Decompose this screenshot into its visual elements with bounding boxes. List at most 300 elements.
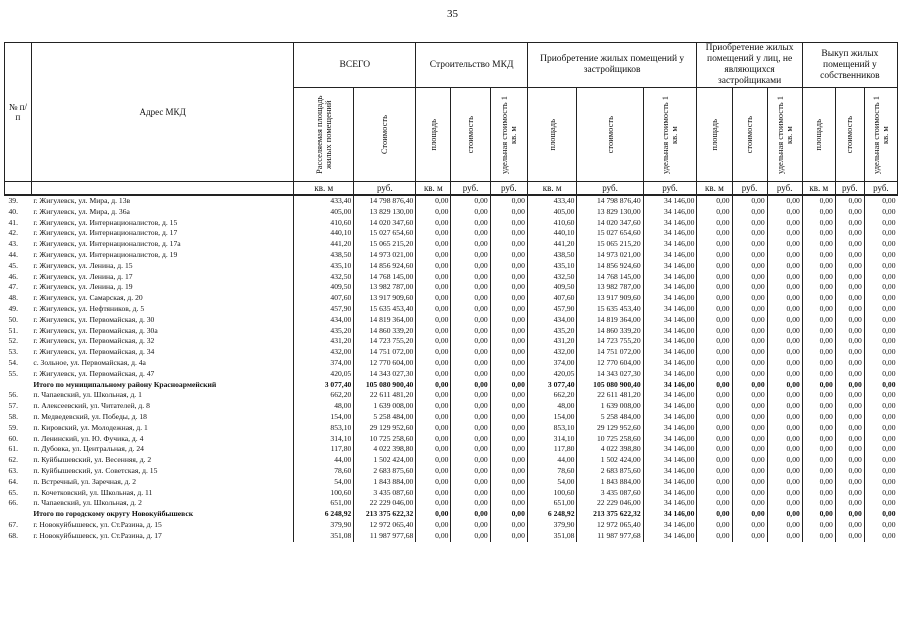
other-unit-cost: 0,00 bbox=[767, 444, 802, 455]
buyout-unit-cost: 0,00 bbox=[864, 293, 897, 304]
total-area: 410,60 bbox=[294, 218, 354, 229]
table-row bbox=[5, 239, 898, 250]
total-area: 154,00 bbox=[294, 412, 354, 423]
subheader-buyout-2: удельная стоимость 1 кв. м bbox=[864, 88, 897, 182]
construction-unit-cost: 0,00 bbox=[490, 261, 527, 272]
total-cost: 5 258 484,00 bbox=[354, 412, 416, 423]
unit-cell: кв. м bbox=[697, 182, 732, 196]
units-blank bbox=[31, 182, 294, 196]
purchase-unit-cost: 34 146,00 bbox=[643, 434, 697, 445]
row-address: г. Новокуйбышевск, ул. Ст.Разина, д. 15 bbox=[33, 519, 162, 529]
construction-unit-cost: 0,00 bbox=[490, 207, 527, 218]
purchase-unit-cost: 34 146,00 bbox=[643, 304, 697, 315]
units-blank bbox=[5, 182, 32, 196]
purchase-area: 6 248,92 bbox=[527, 509, 577, 520]
purchase-area: 662,20 bbox=[527, 390, 577, 401]
total-area: 3 077,40 bbox=[294, 380, 354, 391]
buyout-unit-cost: 0,00 bbox=[864, 315, 897, 326]
construction-unit-cost: 0,00 bbox=[490, 531, 527, 542]
purchase-cost: 14 973 021,00 bbox=[577, 250, 643, 261]
construction-cost: 0,00 bbox=[451, 207, 490, 218]
row-address: г. Жигулевск, ул. Интернационалистов, д. 17 bbox=[33, 228, 178, 238]
row-address: г. Жигулевск, ул. Первомайская, д. 30 bbox=[33, 314, 155, 324]
group-header-purchase-others: Приобретение жилых помещений у лиц, не являющихся застройщиками bbox=[697, 43, 802, 88]
subheader-purchase-developers-1: стоимость bbox=[577, 88, 643, 182]
other-unit-cost: 0,00 bbox=[767, 434, 802, 445]
construction-cost: 0,00 bbox=[451, 390, 490, 401]
total-area: 651,00 bbox=[294, 498, 354, 509]
buyout-cost: 0,00 bbox=[835, 272, 864, 283]
total-cost: 13 982 787,00 bbox=[354, 282, 416, 293]
construction-cost: 0,00 bbox=[451, 488, 490, 499]
table-row bbox=[5, 423, 898, 434]
total-area: 374,00 bbox=[294, 358, 354, 369]
purchase-unit-cost: 34 146,00 bbox=[643, 401, 697, 412]
row-number: 68. bbox=[8, 530, 18, 540]
purchase-area: 435,10 bbox=[527, 261, 577, 272]
row-number: 55. bbox=[8, 368, 18, 378]
buyout-cost: 0,00 bbox=[835, 466, 864, 477]
purchase-cost: 22 611 481,20 bbox=[577, 390, 643, 401]
row-number: 62. bbox=[8, 455, 18, 465]
row-number: 58. bbox=[8, 411, 18, 421]
buyout-cost: 0,00 bbox=[835, 207, 864, 218]
purchase-unit-cost: 34 146,00 bbox=[643, 261, 697, 272]
purchase-cost: 213 375 622,32 bbox=[577, 509, 643, 520]
construction-cost: 0,00 bbox=[451, 250, 490, 261]
purchase-area: 431,20 bbox=[527, 336, 577, 347]
purchase-cost: 105 080 900,40 bbox=[577, 380, 643, 391]
table-row bbox=[5, 466, 898, 477]
unit-cell: руб. bbox=[767, 182, 802, 196]
row-number: 42. bbox=[8, 228, 18, 238]
buyout-area: 0,00 bbox=[802, 488, 835, 499]
buyout-unit-cost: 0,00 bbox=[864, 423, 897, 434]
buyout-unit-cost: 0,00 bbox=[864, 444, 897, 455]
construction-cost: 0,00 bbox=[451, 444, 490, 455]
buyout-unit-cost: 0,00 bbox=[864, 380, 897, 391]
unit-cell: кв. м bbox=[416, 182, 451, 196]
unit-cell: кв. м bbox=[802, 182, 835, 196]
group-header-buyout: Выкуп жилых помещений у собственников bbox=[802, 43, 897, 88]
construction-cost: 0,00 bbox=[451, 282, 490, 293]
other-unit-cost: 0,00 bbox=[767, 218, 802, 229]
purchase-unit-cost: 34 146,00 bbox=[643, 455, 697, 466]
construction-area: 0,00 bbox=[416, 520, 451, 531]
construction-unit-cost: 0,00 bbox=[490, 444, 527, 455]
total-area: 438,50 bbox=[294, 250, 354, 261]
construction-area: 0,00 bbox=[416, 401, 451, 412]
subtotal-row bbox=[5, 380, 898, 391]
buyout-area: 0,00 bbox=[802, 239, 835, 250]
buyout-area: 0,00 bbox=[802, 304, 835, 315]
subheader-buyout-0: площадь bbox=[802, 88, 835, 182]
unit-cell: руб. bbox=[835, 182, 864, 196]
construction-cost: 0,00 bbox=[451, 466, 490, 477]
purchase-cost: 14 020 347,60 bbox=[577, 218, 643, 229]
row-address: г. Жигулевск, ул. Первомайская, д. 30а bbox=[33, 325, 158, 335]
purchase-area: 117,80 bbox=[527, 444, 577, 455]
row-address: г. Новокуйбышевск, ул. Ст.Разина, д. 17 bbox=[33, 530, 162, 540]
buyout-unit-cost: 0,00 bbox=[864, 531, 897, 542]
unit-cell: руб. bbox=[354, 182, 416, 196]
group-header-total: ВСЕГО bbox=[294, 43, 416, 88]
other-area: 0,00 bbox=[697, 228, 732, 239]
row-number: 44. bbox=[8, 249, 18, 259]
buyout-cost: 0,00 bbox=[835, 336, 864, 347]
total-area: 78,60 bbox=[294, 466, 354, 477]
unit-cell: руб. bbox=[864, 182, 897, 196]
purchase-cost: 12 972 065,40 bbox=[577, 520, 643, 531]
other-area: 0,00 bbox=[697, 369, 732, 380]
other-unit-cost: 0,00 bbox=[767, 315, 802, 326]
group-header-construction: Строительство МКД bbox=[416, 43, 528, 88]
other-cost: 0,00 bbox=[732, 380, 767, 391]
buyout-unit-cost: 0,00 bbox=[864, 272, 897, 283]
construction-area: 0,00 bbox=[416, 423, 451, 434]
other-cost: 0,00 bbox=[732, 455, 767, 466]
other-unit-cost: 0,00 bbox=[767, 282, 802, 293]
row-address: п. Кировский, ул. Молодежная, д. 1 bbox=[33, 422, 148, 432]
purchase-area: 44,00 bbox=[527, 455, 577, 466]
construction-area: 0,00 bbox=[416, 293, 451, 304]
other-cost: 0,00 bbox=[732, 272, 767, 283]
total-area: 379,90 bbox=[294, 520, 354, 531]
table-row bbox=[5, 250, 898, 261]
construction-unit-cost: 0,00 bbox=[490, 509, 527, 520]
row-address: п. Алексеевский, ул. Читателей, д. 8 bbox=[33, 401, 150, 411]
construction-cost: 0,00 bbox=[451, 369, 490, 380]
purchase-unit-cost: 34 146,00 bbox=[643, 380, 697, 391]
table-row bbox=[5, 455, 898, 466]
construction-unit-cost: 0,00 bbox=[490, 455, 527, 466]
row-number: 52. bbox=[8, 336, 18, 346]
purchase-unit-cost: 34 146,00 bbox=[643, 336, 697, 347]
other-area: 0,00 bbox=[697, 195, 732, 207]
other-area: 0,00 bbox=[697, 466, 732, 477]
construction-area: 0,00 bbox=[416, 315, 451, 326]
purchase-area: 438,50 bbox=[527, 250, 577, 261]
buyout-area: 0,00 bbox=[802, 498, 835, 509]
construction-cost: 0,00 bbox=[451, 218, 490, 229]
row-address: г. Жигулевск, ул. Самарская, д. 20 bbox=[33, 293, 143, 303]
buyout-unit-cost: 0,00 bbox=[864, 401, 897, 412]
other-area: 0,00 bbox=[697, 336, 732, 347]
purchase-area: 48,00 bbox=[527, 401, 577, 412]
buyout-area: 0,00 bbox=[802, 218, 835, 229]
construction-unit-cost: 0,00 bbox=[490, 239, 527, 250]
other-unit-cost: 0,00 bbox=[767, 390, 802, 401]
total-cost: 13 917 909,60 bbox=[354, 293, 416, 304]
other-cost: 0,00 bbox=[732, 434, 767, 445]
row-number: 60. bbox=[8, 433, 18, 443]
construction-area: 0,00 bbox=[416, 488, 451, 499]
buyout-cost: 0,00 bbox=[835, 488, 864, 499]
purchase-area: 405,00 bbox=[527, 207, 577, 218]
buyout-unit-cost: 0,00 bbox=[864, 347, 897, 358]
other-area: 0,00 bbox=[697, 477, 732, 488]
buyout-unit-cost: 0,00 bbox=[864, 390, 897, 401]
purchase-cost: 14 723 755,20 bbox=[577, 336, 643, 347]
row-address: г. Жигулевск, ул. Первомайская, д. 32 bbox=[33, 336, 155, 346]
purchase-area: 432,00 bbox=[527, 347, 577, 358]
buyout-unit-cost: 0,00 bbox=[864, 326, 897, 337]
table-row bbox=[5, 369, 898, 380]
other-unit-cost: 0,00 bbox=[767, 412, 802, 423]
table-row bbox=[5, 282, 898, 293]
construction-cost: 0,00 bbox=[451, 315, 490, 326]
subheader-cost: Стоимость bbox=[354, 88, 416, 182]
purchase-area: 351,08 bbox=[527, 531, 577, 542]
total-area: 434,00 bbox=[294, 315, 354, 326]
other-unit-cost: 0,00 bbox=[767, 195, 802, 207]
total-area: 432,00 bbox=[294, 347, 354, 358]
construction-cost: 0,00 bbox=[451, 412, 490, 423]
buyout-unit-cost: 0,00 bbox=[864, 282, 897, 293]
purchase-cost: 1 843 884,00 bbox=[577, 477, 643, 488]
row-address: г. Жигулевск, ул. Мира, д. 36а bbox=[33, 206, 130, 216]
construction-cost: 0,00 bbox=[451, 520, 490, 531]
other-cost: 0,00 bbox=[732, 466, 767, 477]
purchase-area: 435,20 bbox=[527, 326, 577, 337]
other-area: 0,00 bbox=[697, 520, 732, 531]
other-cost: 0,00 bbox=[732, 477, 767, 488]
other-area: 0,00 bbox=[697, 326, 732, 337]
purchase-area: 441,20 bbox=[527, 239, 577, 250]
purchase-area: 432,50 bbox=[527, 272, 577, 283]
buyout-unit-cost: 0,00 bbox=[864, 195, 897, 207]
table-row bbox=[5, 304, 898, 315]
other-cost: 0,00 bbox=[732, 531, 767, 542]
other-unit-cost: 0,00 bbox=[767, 520, 802, 531]
other-unit-cost: 0,00 bbox=[767, 293, 802, 304]
construction-cost: 0,00 bbox=[451, 455, 490, 466]
purchase-area: 154,00 bbox=[527, 412, 577, 423]
construction-area: 0,00 bbox=[416, 444, 451, 455]
construction-area: 0,00 bbox=[416, 477, 451, 488]
construction-unit-cost: 0,00 bbox=[490, 218, 527, 229]
total-area: 435,10 bbox=[294, 261, 354, 272]
construction-area: 0,00 bbox=[416, 218, 451, 229]
other-unit-cost: 0,00 bbox=[767, 498, 802, 509]
total-area: 6 248,92 bbox=[294, 509, 354, 520]
total-area: 409,50 bbox=[294, 282, 354, 293]
total-area: 420,05 bbox=[294, 369, 354, 380]
purchase-area: 314,10 bbox=[527, 434, 577, 445]
buyout-unit-cost: 0,00 bbox=[864, 250, 897, 261]
construction-area: 0,00 bbox=[416, 304, 451, 315]
other-unit-cost: 0,00 bbox=[767, 336, 802, 347]
buyout-unit-cost: 0,00 bbox=[864, 304, 897, 315]
purchase-unit-cost: 34 146,00 bbox=[643, 390, 697, 401]
purchase-area: 853,10 bbox=[527, 423, 577, 434]
other-unit-cost: 0,00 bbox=[767, 531, 802, 542]
row-number: 43. bbox=[8, 239, 18, 249]
purchase-cost: 15 027 654,60 bbox=[577, 228, 643, 239]
other-area: 0,00 bbox=[697, 218, 732, 229]
purchase-area: 457,90 bbox=[527, 304, 577, 315]
total-cost: 14 856 924,60 bbox=[354, 261, 416, 272]
other-cost: 0,00 bbox=[732, 228, 767, 239]
buyout-area: 0,00 bbox=[802, 434, 835, 445]
buyout-area: 0,00 bbox=[802, 293, 835, 304]
table-row bbox=[5, 520, 898, 531]
buyout-unit-cost: 0,00 bbox=[864, 434, 897, 445]
construction-unit-cost: 0,00 bbox=[490, 434, 527, 445]
row-address: г. Жигулевск, ул. Нефтяников, д. 5 bbox=[33, 303, 145, 313]
buyout-area: 0,00 bbox=[802, 228, 835, 239]
purchase-unit-cost: 34 146,00 bbox=[643, 488, 697, 499]
other-unit-cost: 0,00 bbox=[767, 239, 802, 250]
construction-cost: 0,00 bbox=[451, 228, 490, 239]
other-cost: 0,00 bbox=[732, 520, 767, 531]
purchase-cost: 14 768 145,00 bbox=[577, 272, 643, 283]
buyout-cost: 0,00 bbox=[835, 380, 864, 391]
other-area: 0,00 bbox=[697, 315, 732, 326]
table-header bbox=[5, 43, 898, 196]
total-area: 433,40 bbox=[294, 195, 354, 207]
construction-unit-cost: 0,00 bbox=[490, 272, 527, 283]
construction-cost: 0,00 bbox=[451, 401, 490, 412]
table-row bbox=[5, 293, 898, 304]
buyout-area: 0,00 bbox=[802, 423, 835, 434]
other-area: 0,00 bbox=[697, 347, 732, 358]
purchase-unit-cost: 34 146,00 bbox=[643, 207, 697, 218]
total-area: 54,00 bbox=[294, 477, 354, 488]
other-area: 0,00 bbox=[697, 282, 732, 293]
subheader-construction-2: удельная стоимость 1 кв. м bbox=[490, 88, 527, 182]
row-address: г. Жигулевск, ул. Ленина, д. 19 bbox=[33, 282, 133, 292]
row-number bbox=[5, 380, 32, 391]
other-cost: 0,00 bbox=[732, 336, 767, 347]
other-area: 0,00 bbox=[697, 250, 732, 261]
total-cost: 14 860 339,20 bbox=[354, 326, 416, 337]
construction-area: 0,00 bbox=[416, 358, 451, 369]
table-row bbox=[5, 531, 898, 542]
purchase-cost: 15 635 453,40 bbox=[577, 304, 643, 315]
construction-unit-cost: 0,00 bbox=[490, 250, 527, 261]
construction-cost: 0,00 bbox=[451, 336, 490, 347]
other-cost: 0,00 bbox=[732, 423, 767, 434]
purchase-cost: 22 229 046,00 bbox=[577, 498, 643, 509]
buyout-unit-cost: 0,00 bbox=[864, 488, 897, 499]
other-cost: 0,00 bbox=[732, 218, 767, 229]
row-number: 54. bbox=[8, 357, 18, 367]
construction-cost: 0,00 bbox=[451, 195, 490, 207]
subheader-purchase-developers-2: удельная стоимость 1 кв. м bbox=[643, 88, 697, 182]
buyout-area: 0,00 bbox=[802, 347, 835, 358]
buyout-unit-cost: 0,00 bbox=[864, 207, 897, 218]
buyout-unit-cost: 0,00 bbox=[864, 239, 897, 250]
num-header: № п/п bbox=[5, 43, 32, 182]
purchase-unit-cost: 34 146,00 bbox=[643, 369, 697, 380]
table-row bbox=[5, 218, 898, 229]
purchase-unit-cost: 34 146,00 bbox=[643, 250, 697, 261]
subtotal-row bbox=[5, 509, 898, 520]
buyout-cost: 0,00 bbox=[835, 218, 864, 229]
buyout-cost: 0,00 bbox=[835, 315, 864, 326]
purchase-unit-cost: 34 146,00 bbox=[643, 412, 697, 423]
buyout-cost: 0,00 bbox=[835, 282, 864, 293]
row-number: 57. bbox=[8, 401, 18, 411]
construction-cost: 0,00 bbox=[451, 380, 490, 391]
table-row bbox=[5, 195, 898, 207]
buyout-area: 0,00 bbox=[802, 531, 835, 542]
row-number: 51. bbox=[8, 325, 18, 335]
row-address: Итого по городскому округу Новокуйбышевск bbox=[33, 509, 194, 519]
buyout-area: 0,00 bbox=[802, 412, 835, 423]
units-row bbox=[5, 182, 898, 196]
construction-unit-cost: 0,00 bbox=[490, 358, 527, 369]
buyout-unit-cost: 0,00 bbox=[864, 358, 897, 369]
page-number: 35 bbox=[447, 8, 458, 20]
construction-area: 0,00 bbox=[416, 228, 451, 239]
construction-cost: 0,00 bbox=[451, 304, 490, 315]
row-number: 40. bbox=[8, 206, 18, 216]
table-row bbox=[5, 207, 898, 218]
row-address: г. Жигулевск, ул. Ленина, д. 15 bbox=[33, 260, 133, 270]
buyout-cost: 0,00 bbox=[835, 293, 864, 304]
total-cost: 14 973 021,00 bbox=[354, 250, 416, 261]
other-unit-cost: 0,00 bbox=[767, 272, 802, 283]
purchase-cost: 11 987 977,68 bbox=[577, 531, 643, 542]
purchase-unit-cost: 34 146,00 bbox=[643, 477, 697, 488]
construction-unit-cost: 0,00 bbox=[490, 390, 527, 401]
purchase-unit-cost: 34 146,00 bbox=[643, 444, 697, 455]
construction-cost: 0,00 bbox=[451, 358, 490, 369]
buyout-unit-cost: 0,00 bbox=[864, 369, 897, 380]
table-row bbox=[5, 347, 898, 358]
construction-cost: 0,00 bbox=[451, 272, 490, 283]
other-cost: 0,00 bbox=[732, 488, 767, 499]
row-number: 39. bbox=[8, 196, 18, 205]
table-row bbox=[5, 228, 898, 239]
construction-unit-cost: 0,00 bbox=[490, 412, 527, 423]
construction-cost: 0,00 bbox=[451, 423, 490, 434]
subheader-purchase-others-1: стоимость bbox=[732, 88, 767, 182]
total-cost: 14 343 027,30 bbox=[354, 369, 416, 380]
buyout-cost: 0,00 bbox=[835, 477, 864, 488]
row-number: 67. bbox=[8, 519, 18, 529]
construction-cost: 0,00 bbox=[451, 509, 490, 520]
buyout-area: 0,00 bbox=[802, 477, 835, 488]
buyout-cost: 0,00 bbox=[835, 520, 864, 531]
other-area: 0,00 bbox=[697, 358, 732, 369]
other-cost: 0,00 bbox=[732, 315, 767, 326]
other-cost: 0,00 bbox=[732, 444, 767, 455]
row-address: п. Куйбышевский, ул. Весенняя, д. 2 bbox=[33, 455, 152, 465]
other-cost: 0,00 bbox=[732, 401, 767, 412]
construction-area: 0,00 bbox=[416, 498, 451, 509]
construction-area: 0,00 bbox=[416, 369, 451, 380]
purchase-area: 410,60 bbox=[527, 218, 577, 229]
row-number: 59. bbox=[8, 422, 18, 432]
construction-area: 0,00 bbox=[416, 195, 451, 207]
purchase-cost: 14 856 924,60 bbox=[577, 261, 643, 272]
row-address: п. Дубовка, ул. Центральная, д. 24 bbox=[33, 444, 144, 454]
table-row bbox=[5, 412, 898, 423]
other-cost: 0,00 bbox=[732, 293, 767, 304]
total-cost: 14 768 145,00 bbox=[354, 272, 416, 283]
total-area: 435,20 bbox=[294, 326, 354, 337]
unit-cell: руб. bbox=[490, 182, 527, 196]
construction-unit-cost: 0,00 bbox=[490, 293, 527, 304]
total-cost: 3 435 087,60 bbox=[354, 488, 416, 499]
construction-cost: 0,00 bbox=[451, 498, 490, 509]
total-cost: 105 080 900,40 bbox=[354, 380, 416, 391]
total-cost: 14 798 876,40 bbox=[354, 195, 416, 207]
construction-unit-cost: 0,00 bbox=[490, 498, 527, 509]
